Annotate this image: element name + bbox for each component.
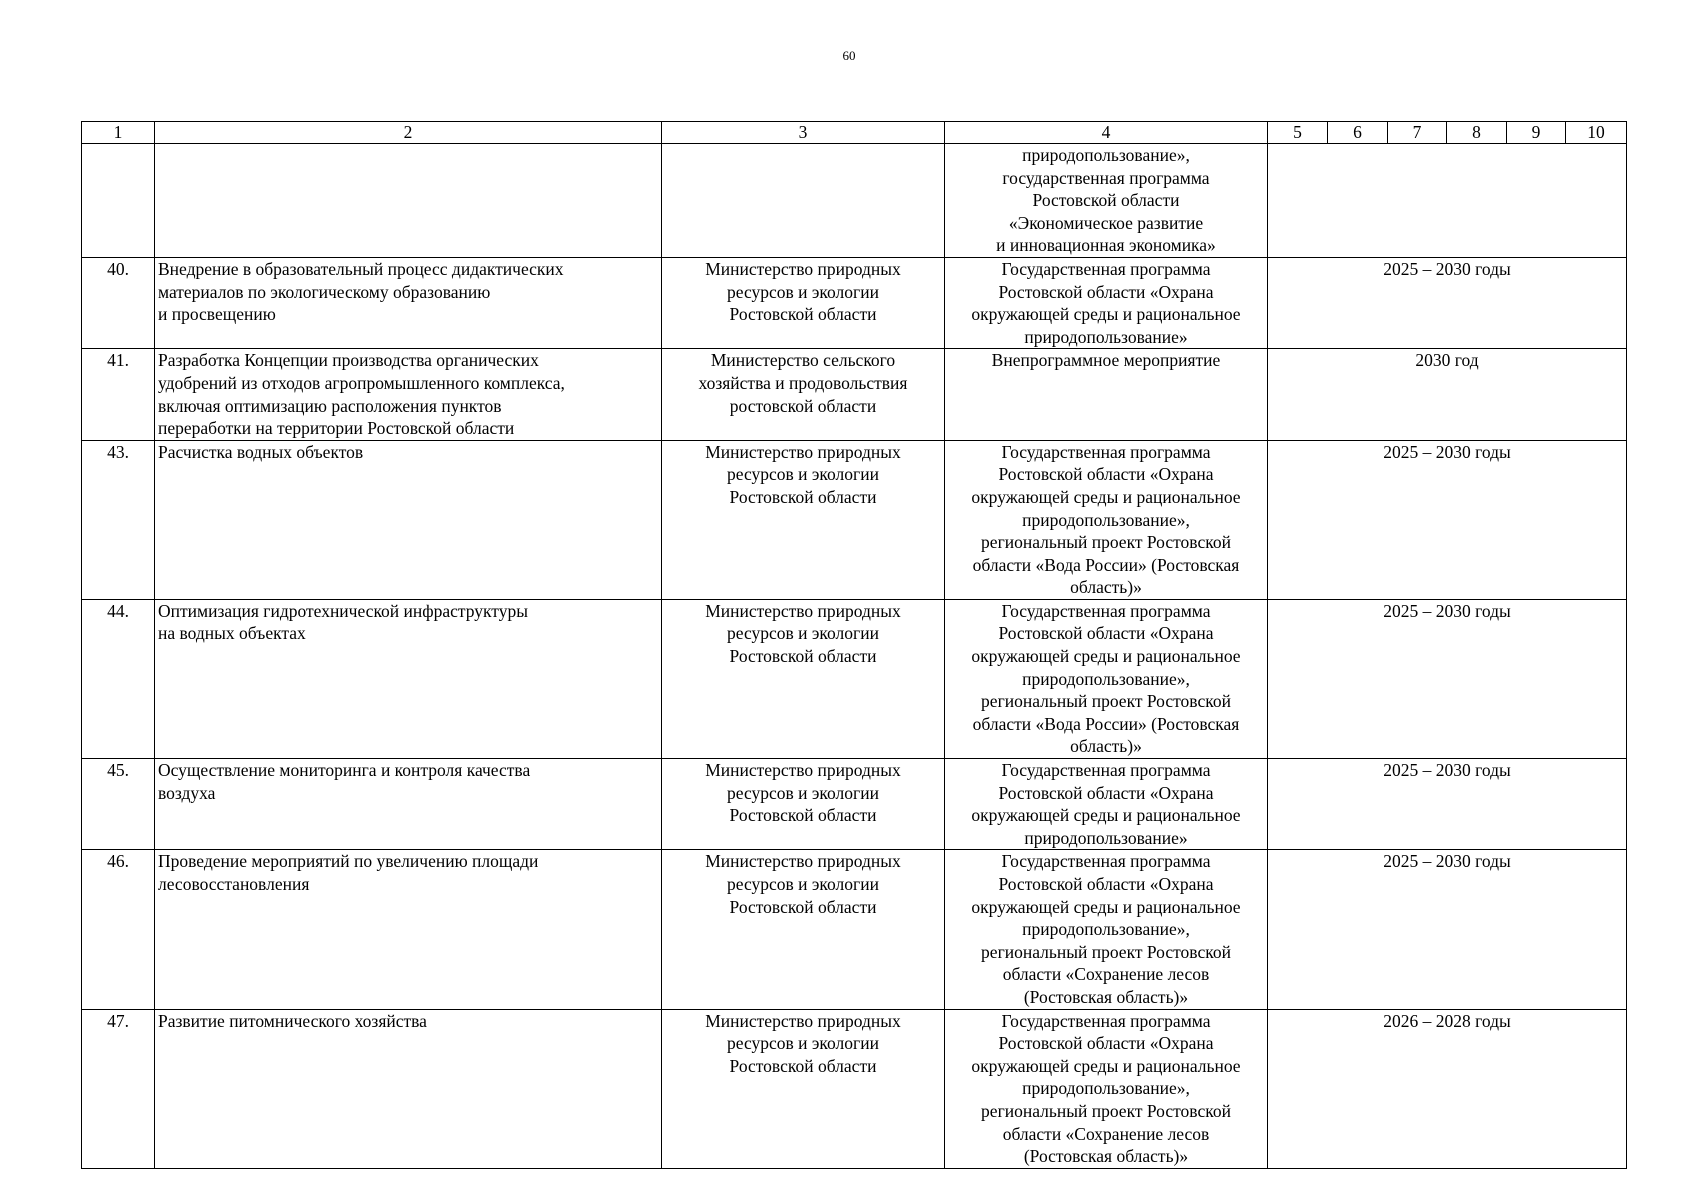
executor-line: Министерство природных [705,851,901,872]
measures-table [81,121,1627,1169]
program-line: природопользование», [1022,1078,1190,1099]
program-line: окружающей среды и рациональное [971,896,1241,917]
row-number: 45. [82,759,155,850]
program-cell [945,599,1268,758]
column-header: 4 [945,122,1268,144]
program-line: области «Сохранение лесов [1002,1123,1210,1144]
program-line: природопользование», [1022,919,1190,940]
program-line: Внепрограммное мероприятие [991,350,1221,371]
executor-line: ресурсов и экологии [727,623,879,644]
executor-line: Министерство природных [705,600,901,621]
program-line: Государственная программа [1001,258,1211,279]
column-header: 5 [1268,122,1328,144]
program-line: Государственная программа [1001,851,1211,872]
column-header: 9 [1507,122,1566,144]
program-line: область)» [1070,577,1142,598]
program-line: Государственная программа [1001,441,1211,462]
executor-cell [662,144,945,258]
executor-cell [662,1009,945,1168]
program-line: региональный проект Ростовской [981,691,1231,712]
program-line: Государственная программа [1001,600,1211,621]
implementation-period: 2026 – 2028 годы [1268,1009,1627,1168]
program-line: природопользование», [1022,145,1190,165]
program-line: окружающей среды и рациональное [971,304,1241,325]
measure-name-line: и просвещению [158,304,276,325]
implementation-period: 2025 – 2030 годы [1268,759,1627,850]
implementation-period: 2030 год [1268,349,1627,440]
program-line: области «Вода России» (Ростовская [972,713,1240,734]
executor-line: Министерство природных [705,760,901,781]
measure-name-line: Расчистка водных объектов [158,441,364,462]
executor-cell [662,599,945,758]
program-cell [945,440,1268,599]
implementation-period: 2025 – 2030 годы [1268,257,1627,348]
measure-name-cell [155,144,662,258]
table-row [82,1009,1627,1168]
program-line: Государственная программа [1001,760,1211,781]
program-cell [945,349,1268,440]
program-line: область)» [1070,736,1142,757]
measure-name-line: лесовосстановления [158,874,310,894]
implementation-period [1268,144,1627,258]
row-number: 46. [82,850,155,1009]
executor-cell [662,349,945,440]
program-line: (Ростовская область)» [1023,986,1189,1007]
executor-cell [662,257,945,348]
executor-line: Министерство природных [705,1010,901,1031]
executor-line: ресурсов и экологии [727,874,879,894]
measure-name-cell [155,599,662,758]
program-line: региональный проект Ростовской [981,532,1231,553]
measure-name-cell [155,759,662,850]
column-header: 10 [1566,122,1627,144]
program-line: региональный проект Ростовской [981,941,1231,962]
column-header: 1 [82,122,155,144]
program-cell [945,759,1268,850]
program-line: окружающей среды и рациональное [971,805,1241,826]
measure-name-line: Проведение мероприятий по увеличению площади [158,851,539,872]
measure-name-cell [155,440,662,599]
executor-line: ресурсов и экологии [727,464,879,485]
table-row [82,759,1627,850]
column-header: 7 [1388,122,1447,144]
program-line: области «Вода России» (Ростовская [972,554,1240,575]
program-line: природопользование», [1022,509,1190,530]
table-row [82,257,1627,348]
program-line: области «Сохранение лесов [1002,964,1210,985]
measure-name-cell [155,850,662,1009]
program-line: региональный проект Ростовской [981,1100,1231,1121]
column-header: 6 [1328,122,1388,144]
program-line: Государственная программа [1001,1010,1211,1031]
executor-cell [662,440,945,599]
program-line: Ростовской области «Охрана [998,782,1214,803]
row-number: 40. [82,257,155,348]
measure-name-line: материалов по экологическому образованию [158,281,491,302]
program-line: Ростовской области «Охрана [998,281,1214,302]
program-line: Ростовской области «Охрана [998,623,1214,644]
measure-name-line: воздуха [158,782,216,803]
measure-name-line: Разработка Концепции производства органических [158,350,539,371]
program-line: государственная программа [1002,167,1210,188]
executor-line: ресурсов и экологии [727,782,879,803]
program-line: Ростовской области «Охрана [998,1033,1214,1054]
executor-line: ресурсов и экологии [727,1033,879,1054]
measure-name-line: Оптимизация гидротехнической инфраструктуры [158,600,528,621]
program-line: окружающей среды и рациональное [971,646,1241,667]
executor-line: Министерство природных [705,441,901,462]
measure-name-cell [155,349,662,440]
row-number: 44. [82,599,155,758]
program-cell [945,257,1268,348]
implementation-period: 2025 – 2030 годы [1268,599,1627,758]
executor-line: хозяйства и продовольствия [698,372,908,393]
program-line: «Экономическое развитие [1008,212,1204,233]
program-line: окружающей среды и рациональное [971,486,1241,507]
row-number: 47. [82,1009,155,1168]
measure-name-cell [155,1009,662,1168]
executor-line: Ростовской области [729,304,877,325]
executor-line: Ростовской области [729,896,877,917]
measure-name-line: Осуществление мониторинга и контроля качества [158,760,531,781]
program-cell [945,144,1268,258]
executor-line: ресурсов и экологии [727,281,879,302]
measure-name-line: включая оптимизацию расположения пунктов [158,395,502,416]
program-line: Ростовской области [1032,190,1180,211]
executor-line: Ростовской области [729,486,877,507]
page-number: 60 [842,48,856,63]
measure-name-line: Внедрение в образовательный процесс дидактических [158,258,564,279]
program-line: окружающей среды и рациональное [971,1055,1241,1076]
measure-name-line: переработки на территории Ростовской области [158,418,515,439]
table-row [82,440,1627,599]
executor-line: Ростовской области [729,805,877,826]
program-line: природопользование», [1022,668,1190,689]
measure-name-line: удобрений из отходов агропромышленного комплекса, [158,372,565,393]
measure-name-cell [155,257,662,348]
executor-line: Ростовской области [729,646,877,667]
executor-line: Ростовской области [729,1055,877,1076]
implementation-period: 2025 – 2030 годы [1268,440,1627,599]
column-header: 3 [662,122,945,144]
program-line: природопользование» [1024,326,1188,347]
executor-line: ростовской области [729,395,877,416]
implementation-period: 2025 – 2030 годы [1268,850,1627,1009]
measure-name-line: на водных объектах [158,623,306,644]
row-number: 43. [82,440,155,599]
table-row [82,349,1627,440]
program-line: и инновационная экономика» [996,235,1216,256]
program-cell [945,850,1268,1009]
table-row [82,850,1627,1009]
program-line: Ростовской области «Охрана [998,464,1214,485]
executor-line: Министерство природных [705,258,901,279]
table-row [82,599,1627,758]
executor-line: Министерство сельского [710,350,896,371]
program-line: Ростовской области «Охрана [998,874,1214,894]
row-number [82,144,155,258]
row-number: 41. [82,349,155,440]
table-row [82,144,1627,258]
column-number-row [82,122,1627,144]
program-line: (Ростовская область)» [1023,1146,1189,1167]
executor-cell [662,850,945,1009]
column-header: 2 [155,122,662,144]
measure-name-line: Развитие питомнического хозяйства [158,1010,427,1031]
executor-cell [662,759,945,850]
program-cell [945,1009,1268,1168]
program-line: природопользование» [1024,827,1188,848]
column-header: 8 [1447,122,1507,144]
table-body [82,144,1627,1169]
